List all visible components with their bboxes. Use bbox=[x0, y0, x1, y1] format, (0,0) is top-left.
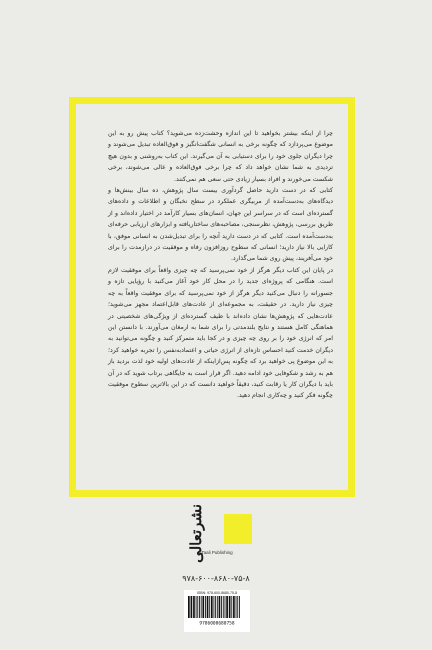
barcode-bar bbox=[229, 596, 231, 618]
barcode-bar bbox=[237, 596, 238, 618]
barcode-bar bbox=[201, 596, 202, 618]
barcode-bar bbox=[202, 596, 204, 618]
publisher-logo bbox=[182, 504, 252, 563]
barcode-bar bbox=[231, 596, 232, 618]
barcode-bar bbox=[207, 596, 209, 618]
isbn-persian: ۹۷۸-۶۰۰-۸۶۸۰-۷۵-۸ bbox=[182, 574, 250, 583]
barcode bbox=[184, 590, 250, 632]
barcode-bar bbox=[236, 596, 237, 618]
barcode-bar bbox=[233, 596, 235, 618]
publisher-name-en: Taali Publishing bbox=[201, 550, 233, 555]
barcode-bar bbox=[191, 596, 193, 618]
barcode-bar bbox=[196, 596, 197, 618]
barcode-bar bbox=[199, 596, 200, 618]
blurb-paragraph: چرا از اینکه بیشتر بخواهید تا این اندازه وحشت‌زده می‌شوید؟ کتاب پیش رو به این موضوع می‌پردازد که چگونه برخی به انسانی شگفت‌انگیز و فوق‌العاده تبدیل می‌شوند و چرا دیگران جلوی خود را برای دستیابی به آن می‌گیرند. این کتاب به‌روشنی و بدون هیچ تردیدی به شما نشان خواهد داد که چرا برخی فوق‌العاده و عالی می‌شوند، برخی شکست می‌خورند و افراد بسیار زیادی حتی سعی هم نمی‌کنند. bbox=[108, 130, 333, 183]
publisher-name-fa: نشرتعالی bbox=[187, 504, 205, 563]
barcode-bar bbox=[226, 596, 228, 618]
barcode-bar bbox=[197, 596, 198, 618]
isbn-label: ISBN: 978-600-8680-75-8 bbox=[196, 591, 238, 595]
barcode-bar bbox=[188, 596, 190, 618]
blurb-paragraph: کتابی که در دست دارید حاصل گردآوری بیست سال پژوهش، ده سال بینش‌ها و دیدگاه‌های به‌دست‌آمده از مربیگری عملکرد در سطح نخبگان و اطلاعات و داده‌های گسترده‌ای است که در سراسر این جهان، انسان‌های بسیار کارآمد در اختیار داده‌اند و از طریق بررسی، پژوهش، نظرسنجی، مصاحبه‌های ساختاریافته و ابزارهای ارزیابی حرفه‌ای به‌دست‌آمده است. کتابی که در دست دارید آنچه را برای تبدیل‌شدن به انسانی موفق، با کارایی بالا نیاز دارید؛ انسانی که سطوح روزافزون رفاه و موفقیت در درازمدت را برای خود می‌آفریند، پیش روی شما می‌گذارد. bbox=[108, 187, 333, 263]
blurb-paragraph: در پایان این کتاب دیگر هرگز از خود نمی‌پرسید که چه چیزی واقعاً برای موفقیت لازم است. هنگامی که پروژه‌ای جدید را در محل کار خود آغاز می‌کنید با رؤیایی تازه و جسورانه را دنبال می‌کنید دیگر هرگز از خود نمی‌پرسید که برای موفقیت واقعاً به چه چیزی نیاز دارید. در حقیقت، به مجموعه‌ای از عادت‌های قابل‌اعتماد مجهز می‌شوید؛ عادت‌هایی که پژوهش‌ها نشان داده‌اند با طیف گسترده‌ای از ویژگی‌های شخصیتی در هماهنگی کامل هستند و نتایج بلندمدتی را برای شما به ارمغان می‌آورند. با دانستن این امر که انرژی خود را بر روی چه چیزی و در کجا باید متمرکز کنید و چگونه می‌توانید به دیگران خدمت کنید احساس تازه‌ای از انرژی حیاتی و اعتمادبه‌نفس را تجربه خواهید کرد؛ به این موضوع پی خواهید برد که چگونه پس‌ازاینکه از عادت‌های اولیه خود لذت بردید باز هم به رشد و شکوفایی خود ادامه دهید. اگر قرار است به جایگاهی برتاب شوید که در آن باید با دیگران کار یا رقابت کنید، دقیقاً خواهید دانست که در این بالاترین سطوح موفقیت چگونه فکر کنید و چه‌کاری انجام دهید. bbox=[108, 266, 333, 400]
back-cover-blurb bbox=[108, 128, 333, 402]
barcode-bar bbox=[205, 596, 206, 618]
barcode-bar bbox=[223, 596, 224, 618]
logo-yellow-square bbox=[224, 514, 252, 544]
barcode-bar bbox=[239, 596, 240, 618]
barcode-digits: 9786008680758 bbox=[199, 621, 235, 626]
barcode-bar bbox=[217, 596, 218, 618]
barcode-bar bbox=[193, 596, 195, 618]
barcode-bar bbox=[209, 596, 210, 618]
barcode-bar bbox=[215, 596, 216, 618]
barcode-bar bbox=[221, 596, 222, 618]
barcode-bar bbox=[225, 596, 226, 618]
barcode-bars bbox=[187, 596, 247, 626]
barcode-bar bbox=[214, 596, 215, 618]
barcode-bar bbox=[219, 596, 221, 618]
barcode-bar bbox=[211, 596, 213, 618]
